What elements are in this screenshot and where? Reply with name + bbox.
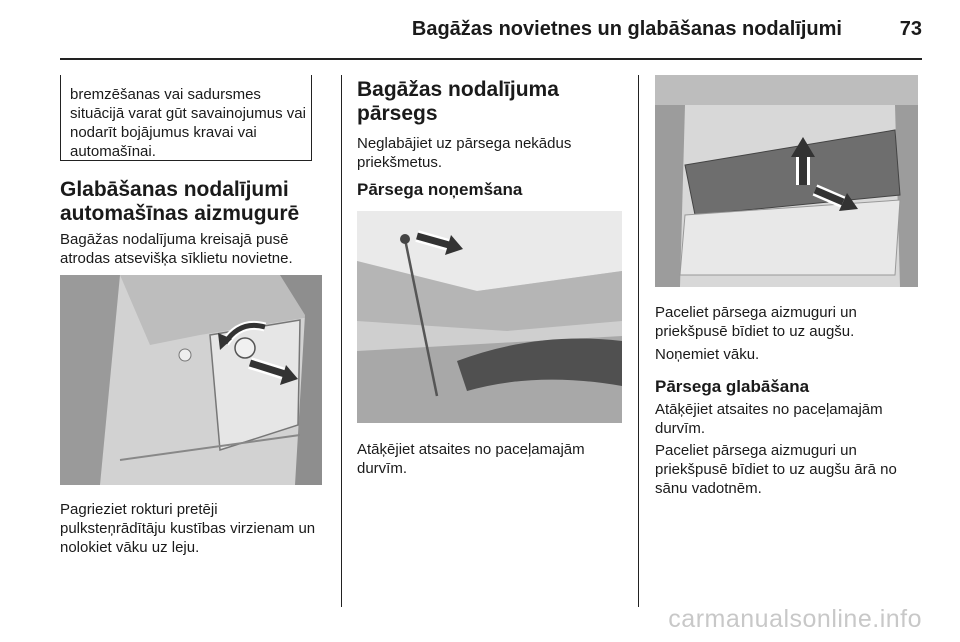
- removal-caption: Atāķējiet atsaites no paceļamajām durvīm.: [357, 441, 585, 477]
- section-heading-cover: Bagāžas nodalījuma pārsegs: [357, 78, 559, 125]
- storage-caption: Pagrieziet rokturi pretēji pulksteņrādītāju kustības virzienam un nolokiet vāku uz leju.: [60, 501, 316, 556]
- warning-box: [60, 75, 312, 161]
- column-divider-1: [341, 75, 342, 607]
- cover-intro: Neglabājiet uz pārsega nekādus priekšmetus.: [357, 135, 572, 171]
- storage-step-2: Paceliet pārsega aizmuguri un priekšpusē bīdiet to uz augšu ārā no sānu vadotnēm.: [655, 442, 897, 497]
- cover-lift-photo: [655, 75, 918, 287]
- page-number: 73: [899, 18, 922, 40]
- header-rule: [60, 58, 922, 60]
- remove-cover-caption: Noņemiet vāku.: [655, 346, 760, 363]
- tailgate-strap-photo: [357, 211, 622, 423]
- section-heading-storage: Glabāšanas nodalījumi automašīnas aizmugurē: [60, 178, 300, 225]
- subheading-storage: Pārsega glabāšana: [655, 377, 810, 396]
- warning-text: bremzēšanas vai sadursmes situācijā varat gūt savainojumus vai nodarīt bojājumus kravai vai automašīnai.: [70, 86, 306, 160]
- lift-caption: Paceliet pārsega aizmuguri un priekšpusē bīdiet to uz augšu.: [655, 304, 857, 340]
- subheading-removal: Pārsega noņemšana: [357, 180, 523, 199]
- storage-step-1: Atāķējiet atsaites no paceļamajām durvīm.: [655, 401, 883, 437]
- header-title: Bagāžas novietnes un glabāšanas nodalījumi: [411, 18, 842, 40]
- storage-compartment-photo: [60, 275, 322, 485]
- column-divider-2: [638, 75, 639, 607]
- storage-intro: Bagāžas nodalījuma kreisajā pusē atrodas atsevišķa sīklietu novietne.: [60, 231, 293, 267]
- watermark: carmanualsonline.info: [668, 605, 922, 633]
